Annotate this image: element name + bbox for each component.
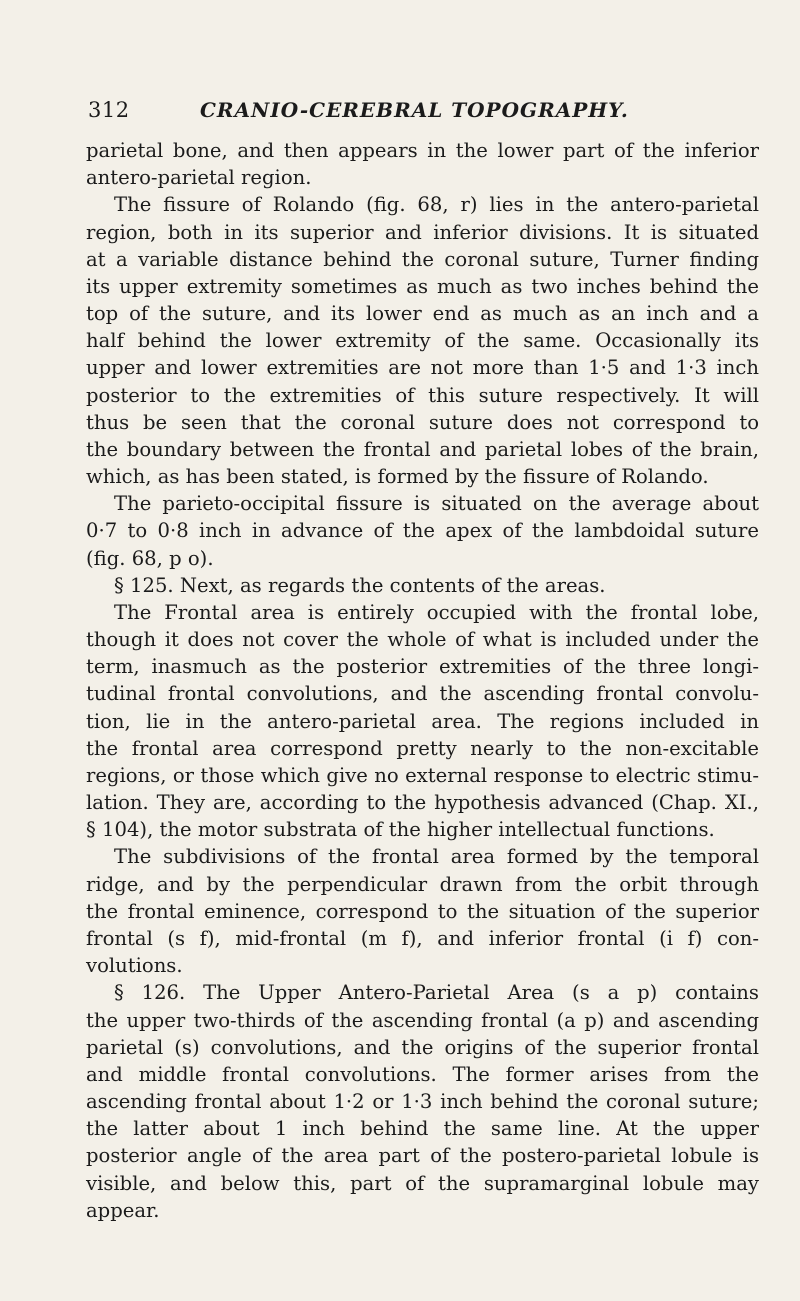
text-line: the boundary between the frontal and parietal lobes of the brain, — [86, 437, 759, 461]
text-line: frontal (s f), mid-frontal (m f), and inferior frontal (i f) con- — [86, 926, 759, 950]
page-number: 312 — [88, 98, 130, 122]
text-line: though it does not cover the whole of what is included under the — [86, 628, 759, 652]
text-line: and middle frontal convolutions. The former arises from the — [86, 1062, 759, 1086]
text-line: ridge, and by the perpendicular drawn from the orbit through — [86, 872, 759, 896]
text-line: tudinal frontal convolutions, and the ascending frontal convolu- — [86, 682, 759, 706]
text-line: top of the suture, and its lower end as much as an inch and a — [86, 302, 759, 326]
text-line: volutions. — [86, 954, 183, 978]
text-line: posterior to the extremities of this suture respectively. It will — [86, 383, 759, 407]
text-line: its upper extremity sometimes as much as two inches behind the — [86, 274, 759, 298]
running-head — [88, 98, 788, 124]
text-line: upper and lower extremities are not more than 1·5 and 1·3 inch — [86, 356, 759, 380]
text-line: 0·7 to 0·8 inch in advance of the apex of the lambdoidal suture — [86, 519, 759, 543]
text-line: regions, or those which give no external response to electric stimu- — [86, 763, 759, 787]
text-line: The Frontal area is entirely occupied with the frontal lobe, — [114, 600, 759, 624]
text-line: parietal bone, and then appears in the lower part of the inferior — [86, 139, 759, 162]
text-line: (fig. 68, p o). — [86, 546, 214, 570]
text-line: the frontal eminence, correspond to the situation of the superior — [86, 899, 759, 923]
text-line: thus be seen that the coronal suture does not correspond to — [86, 410, 759, 434]
text-line: at a variable distance behind the coronal suture, Turner finding — [86, 247, 759, 271]
text-line: half behind the lower extremity of the same. Occasionally its — [86, 329, 759, 353]
text-line: the upper two-thirds of the ascending frontal (a p) and ascending — [86, 1008, 759, 1032]
text-line: The parieto-occipital fissure is situated on the average about — [114, 492, 759, 516]
text-line: The fissure of Rolando (fig. 68, r) lies in the antero-parietal — [114, 193, 759, 217]
text-line: The subdivisions of the frontal area formed by the temporal — [114, 845, 759, 869]
text-line: tion, lie in the antero-parietal area. The regions included in — [86, 709, 759, 733]
text-line: the latter about 1 inch behind the same line. At the upper — [86, 1117, 759, 1141]
section-heading-line: § 125. Next, as regards the contents of the areas. — [114, 573, 606, 597]
text-line: posterior angle of the area part of the postero-parietal lobule is — [86, 1144, 759, 1168]
text-line: ascending frontal about 1·2 or 1·3 inch behind the coronal suture; — [86, 1090, 759, 1114]
running-head-title: CRANIO-CEREBRAL TOPOGRAPHY. — [200, 98, 629, 122]
body-text — [86, 137, 759, 1224]
text-line: term, inasmuch as the posterior extremities of the three longi- — [86, 655, 759, 679]
text-line: appear. — [86, 1198, 160, 1222]
text-line: antero-parietal region. — [86, 166, 312, 190]
text-line: region, both in its superior and inferior divisions. It is situated — [86, 220, 759, 244]
text-line: visible, and below this, part of the supramarginal lobule may — [86, 1171, 759, 1195]
section-heading-line: § 126. The Upper Antero-Parietal Area (s a p) contains — [114, 981, 759, 1005]
text-line: which, as has been stated, is formed by the fissure of Rolando. — [86, 465, 709, 489]
text-line: the frontal area correspond pretty nearly to the non-excitable — [86, 736, 759, 760]
text-line: lation. They are, according to the hypothesis advanced (Chap. XI., — [86, 791, 759, 815]
text-line: § 104), the motor substrata of the higher intellectual functions. — [86, 818, 715, 842]
text-line: parietal (s) convolutions, and the origins of the superior frontal — [86, 1035, 759, 1059]
